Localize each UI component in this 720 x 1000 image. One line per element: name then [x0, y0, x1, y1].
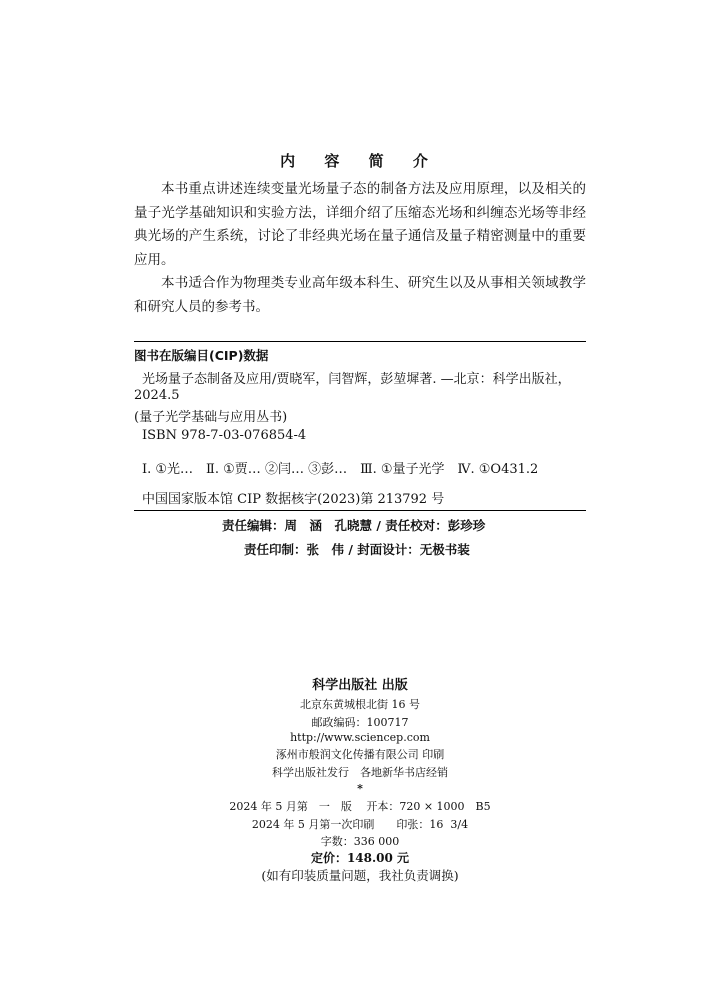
publisher-name: 科学出版社 出版: [312, 678, 408, 693]
cip-date-line: 2024.5: [134, 388, 180, 403]
publisher-website: http://www.sciencep.com: [290, 731, 430, 744]
cip-classification: Ⅰ. ①光… Ⅱ. ①贾… ②闫… ③彭… Ⅲ. ①量子光学 Ⅳ. ①O431.2: [142, 462, 539, 477]
summary-title: 内 容 简 介: [280, 152, 440, 170]
credits-editors: 责任编辑：周 涵 孔晓慧 / 责任校对：彭珍珍: [222, 518, 486, 533]
summary-body: [134, 178, 586, 319]
price: 定价：148.00 元: [310, 851, 410, 865]
summary-paragraph: 本书重点讲述连续变量光场量子态的制备方法及应用原理，以及相关的量子光学基础知识和实验方法，详细介绍了压缩态光场和纠缠态光场等非经典光场的产生系统，讨论了非经典光场在量子通信及量子精密测量中的重要应用。: [134, 181, 586, 268]
distribution-line: 科学出版社发行 各地新华书店经销: [272, 766, 448, 779]
summary-paragraph: 本书适合作为物理类专业高年级本科生、研究生以及从事相关领域教学和研究人员的参考书。: [134, 275, 586, 315]
cip-record-number: 中国国家版本馆 CIP 数据核字(2023)第 213792 号: [142, 492, 445, 507]
cip-top-rule: [134, 341, 586, 342]
cip-series: (量子光学基础与应用丛书): [134, 410, 288, 425]
separator-star: *: [357, 782, 363, 795]
cip-isbn: ISBN 978-7-03-076854-4: [142, 428, 307, 443]
credits-production: 责任印制：张 伟 / 封面设计：无极书装: [244, 542, 470, 557]
cip-title-line: 光场量子态制备及应用/贾晓军，闫智辉，彭堃墀著. —北京：科学出版社，: [142, 372, 571, 387]
quality-note: (如有印装质量问题，我社负责调换): [261, 868, 459, 883]
printing-line: 2024 年 5 月第一次印刷 印张：16 3/4: [251, 818, 469, 831]
printer-line: 涿州市般润文化传播有限公司 印刷: [275, 748, 445, 761]
publisher-postcode: 邮政编码：100717: [311, 716, 409, 729]
cip-bottom-rule: [134, 510, 586, 511]
word-count: 字数：336 000: [320, 835, 400, 848]
edition-line: 2024 年 5 月第 一 版 开本：720 × 1000 B5: [229, 800, 491, 813]
cip-heading: 图书在版编目(CIP)数据: [134, 348, 269, 363]
publisher-address: 北京东黄城根北街 16 号: [300, 698, 420, 711]
